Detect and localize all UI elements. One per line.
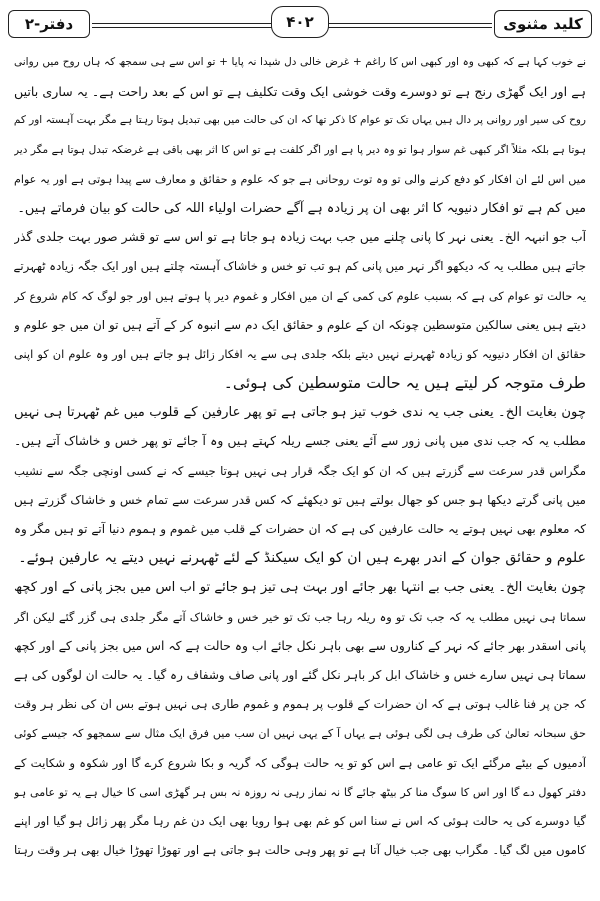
text-line: کہ معلوم بھی نہیں ہوتے یہ حالت عارفین کی ہے کہ ان حضرات کے قلب میں غموم و ہموم دنیا آتے تو ہیں مگر وہ	[14, 522, 586, 536]
text-line: حق سبحانہ تعالیٰ کی طرف ہی لگی ہوئی ہے یہاں آ کے یہی نہیں ان سب میں فرق ایک مثال سے سمجھو کہ جیسے کوئی	[14, 727, 586, 741]
text-line: روح کی سیر اور روانی پر دال ہیں یہاں تک تو عوام کا ذکر تھا کہ ان کی حالت میں بھی تبدیل ہوتا رہتا ہے مگر بہت آہستہ اور کم	[14, 114, 586, 127]
volume-label: دفتر-۲	[8, 10, 90, 38]
text-line: سماتا ہی نہیں مطلب یہ کہ جب تک تو وہ ریلہ رہا جب تک تو خیر خس و خاشاک آتے مگر جلدی ہی گزر گئے لیکن اگر	[14, 609, 586, 624]
page-body	[14, 48, 586, 895]
text-line: چون بغایت الخ۔ یعنی جب بے انتہا بھر جائے اور بہت ہی تیز ہو جائے تو اب اس میں بجز پانی کے اور کچھ	[14, 580, 586, 596]
page-header	[8, 4, 592, 44]
text-line: مطلب یہ کہ جب ندی میں پانی زور سے آئے یعنی جسے ریلہ کہتے ہیں وہ آ جائے تو پھر خس و خاشاک آتے ہیں۔	[14, 434, 586, 449]
text-line: علوم و حقائق جوان کے اندر بھرے ہیں ان کو ایک سیکنڈ کے لئے ٹھہرنے نہیں دیتے یہ عارفین ہوئے۔	[18, 550, 586, 567]
text-line: دیتے ہیں یعنی سالکین متوسطین چونکہ ان کے علوم و حقائق ایک دم سے انبوہ کر کے آتے ہیں تو ان میں جو علوم و	[14, 317, 586, 332]
text-line: حقائق ان افکار دنیویہ کو زیادہ ٹھہرنے نہیں دیتے بلکہ جلدی ہی سے یہ افکار زائل ہو جاتے ہیں اور وہ علوم ان کو اپنی	[14, 346, 586, 361]
text-line: نے خوب کہا ہے کہ کبھی وہ اور کبھی اس کا راغم + غرض خالی دل شیدا نہ پایا + تو اس سے ہی سمجھ کہ ہاں روح میں روانی	[14, 56, 586, 68]
text-line: چون بغایت الخ۔ یعنی جب یہ ندی خوب تیز ہو جاتی ہے تو پھر عارفین کے قلوب میں غم ٹھہرتا ہی نہیں	[14, 405, 586, 421]
page-number: ۴۰۲	[271, 6, 329, 38]
text-line: آب جو انبہہ الخ۔ یعنی نہر کا پانی چلنے میں جب بہت زیادہ ہو جاتا ہے تو اس سے تو قشر صور بہت جلدی گذر	[14, 230, 586, 245]
text-line: کاموں میں لگ گیا۔ مگراب بھی جب خیال آتا ہے تو پھر وہی حالت ہو جاتی ہے اور تھوڑا تھوڑا خیال بھی ہر وقت رہتا	[14, 843, 586, 858]
text-line: کہ جن پر فنا غالب ہوتی ہے کہ ان حضرات کے قلوب پر ہموم و غموم طاری ہی نہیں ہوتے بس ان کی نظر ہر وقت	[14, 697, 586, 712]
text-line: دفتر کھول دے گا اور اس کا سوگ منا کر بیٹھ جائے گا نہ نماز رہی نہ روزہ نہ بس ہر گھڑی اسی کا خیال ہے یہ تو عامی ہو	[14, 785, 586, 799]
text-line: میں پانی گرتے دیکھا ہو جس کو جھال بولتے ہیں تو دیکھئے کہ کس قدر سرعت سے تمام خس و خاشاک گزرتے ہیں	[14, 492, 586, 507]
text-line: ہے اور ایک گھڑی رنج ہے تو دوسرے وقت خوشی ایک وقت تکلیف ہے تو اس کے بعد راحت ہے۔ یہ ساری باتیں	[14, 84, 586, 100]
text-line: پانی اسقدر بھر جائے کہ نہر کے کناروں سے بھی باہر نکل جائے اب وہ حالت ہے کہ اس میں بجز پانی کے اور کچھ	[14, 638, 586, 653]
text-line: گیا دوسرے کی یہ حالت ہوئی کہ اس نے سنا اس کو غم بھی ہوا رویا بھی ایک دن غم رہا مگر پھر زائل ہو گیا اور اپنے	[14, 813, 586, 828]
text-line: میں اس لئے ان افکار کو دفع کرنے والی تو وہ توت روحانی ہے جو کہ علوم و حقائق و معارف سے پیدا ہوتی ہے اور یہ عوام	[14, 172, 586, 186]
book-title: کلید مثنوی	[494, 10, 592, 38]
text-line: یہ حالت تو عوام کی ہے کہ بسبب علوم کی کمی کے ان میں افکار و غموم دیر پا ہوتے ہیں اور جو لوگ کہ کام شروع کر	[14, 288, 586, 303]
text-line: آدمیوں کے بیٹے مرگئے ایک تو عامی ہے اس کو تو یہ حالت ہوگی کہ گریہ و بکا شروع کرے گا اور شکوہ و شکایت کے	[14, 755, 586, 770]
text-line: سماتا ہی نہیں سارے خس و خاشاک ابل کر باہر نکل گئے اور پانی صاف وشفاف رہ گیا۔ یہ حالت ان لوگوں کی ہے	[14, 667, 586, 682]
text-line: مگراس قدر سرعت سے گزرتے ہیں کہ ان کو ایک جگہ قرار ہی نہیں ہوتا جیسے کہ نے کسی اونچی جگہ سے نشیب	[14, 463, 586, 478]
text-line: ہوتا ہے بلکہ مثلاً اگر کبھی غم سوار ہوا تو وہ دیر پا ہے اور اگر کلفت ہے تو اس کا اثر بھی باقی ہے غرضکہ تبدل ہوتا ہے مگر دیر	[14, 143, 586, 156]
text-line: طرف متوجہ کر لیتے ہیں یہ حالت متوسطین کی ہوئی۔	[223, 374, 586, 393]
text-line: میں کم ہے تو افکار دنیویہ کا اثر بھی ان پر زیادہ ہے آگے حضرات اولیاء اللہ کی حالت کو بیان فرماتے ہیں۔	[17, 200, 586, 216]
text-line: جاتے ہیں مطلب یہ کہ دیکھو اگر نہر میں پانی کم ہو تب تو خس و خاشاک آہستہ چلتے ہیں اور ایک جگہ زیادہ ٹھہرتے	[14, 259, 586, 274]
